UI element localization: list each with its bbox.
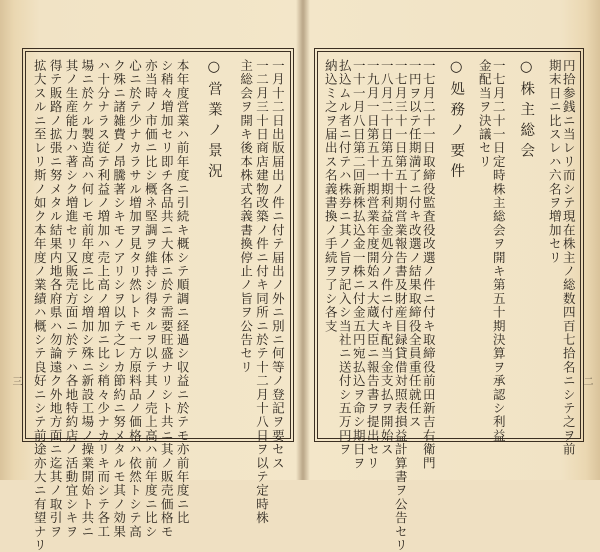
text-column: 納込ミ之ヲ届出ス名義書換ノ手続ヲ了シ各支 [323,59,339,333]
right-page-columns [323,59,577,552]
text-column: 一七月二十一日定時株主総会ヲ開キ第五十期決算ヲ承認シ利益 [491,59,507,443]
text-column: 一九月一日第五十一期営業年度開始ス大蔵大臣ニ報告書ヲ提出セリ [365,59,381,470]
text-column: シ稍々増加セリ即チ各品共ニ大体ニ於テ需要旺盛ナリシト共ニ其ノ販売価格モ [159,59,175,539]
section-heading: ○株主総会 [518,59,535,163]
text-column: 本年度営業ハ前年度ニ引続キ概シテ順調ニ経過シ収益ニ於テモ亦前年度ニ比 [175,59,191,525]
left-page-frame [22,48,294,552]
text-column: 一七月二十一日取締役監査役改選ノ件ニ付キ取締役前田新吉右衛門 [421,59,437,470]
text-column: ク殊ニ諸雑費ノ昂騰著シキモノアリシヲ以テ之レカ節約ニ努メタルモ其ノ効果 [111,59,127,539]
text-column: 一十一月八日第二回新株払込金一株ニ付金五円宛払込ヲ命シ期日ヲ [351,59,367,470]
text-column: 一八月二十日第五十期利益金処分ノ件ニ付キ配当金支払ヲ開始ス [379,59,395,457]
text-column: 其ノ生産能力ハ著シク増進セリ又販売方面ニ於テハ各地特約店ノ活動宜シキヲ [63,59,79,539]
text-column: 円拾参銭ニ当レリ而シテ現在株主ノ総数四百七拾名ニシテ之ヲ前 [561,59,577,457]
right-page-frame [314,48,584,552]
text-column: 期末日ニ比スレハ六名ヲ増加セリ [547,59,563,265]
text-column [189,59,207,431]
text-column: 拡大スルニ至レリ斯ノ如ク本年度ノ業績ハ概シテ良好ニシテ前途亦大ニ有望ナリ [32,59,48,552]
text-column: 得テ販路ノ拡張ニ努メタル結果内地各府県ハ勿論遠ク外地方面ニ迄其ノ取引ヲ [48,59,64,539]
text-column: 一月十二日出版届出ノ件ニ付テ届出ノ外ニ別ニ何等ノ登記ヲ要セス [270,59,286,470]
text-column: 一二月三十日商店建物改築ノ件ニ付キ同所ニ於テ十二月十八日ヲ以テ定時株 [254,59,270,525]
text-column: 金配当ヲ決議セリ [477,59,493,169]
right-page [308,0,600,552]
text-column: ハ十分ナラス従テ利益ノ増加ハ売上高ノ増加ニ比シ稍々少ナカリキ而シテ各工 [95,59,111,539]
page-number: 二 [581,376,592,386]
text-column: 場ニ於ケル製造高ハ何レモ前年度ニ比シ増加シ殊ニ新設工場ノ操業開始ト共ニ [79,59,95,539]
text-column [220,59,238,431]
section-heading: ○処務ノ要件 [448,59,465,184]
left-page-columns [31,59,286,552]
text-column: 払込ムル者ニ付テハ株券ニ其ノ旨ヲ記入シ当社ニ送付シ五万円ヲ [337,59,353,457]
text-column: 亦当時ノ市価ニ比シ概ネ堅調ヲ維持シ得タルヲ以テ其ノ売上高ハ前年度ニ比シ [143,59,159,539]
text-column: 一円ヲ以テ任期満了ニ付キ改選ノ結果取締役全員重任就任ス [407,59,423,429]
left-page [0,0,298,552]
text-column: 心ニ於テ少ナカラサル増加ヲ見タリ然レトモ一方原料品ノ価格ハ依然トシテ高 [127,59,143,539]
section-heading: ○営業ノ景況 [205,59,222,184]
text-column: 一七月三十一日第五十期営業報告書及財産目録貸借対照表損益計算書ヲ公告セリ [393,59,409,552]
page-number: 三 [10,376,21,386]
text-column: 主総会ヲ開キ後本株式名義書換停止ノ旨ヲ公告セリ [238,59,254,375]
